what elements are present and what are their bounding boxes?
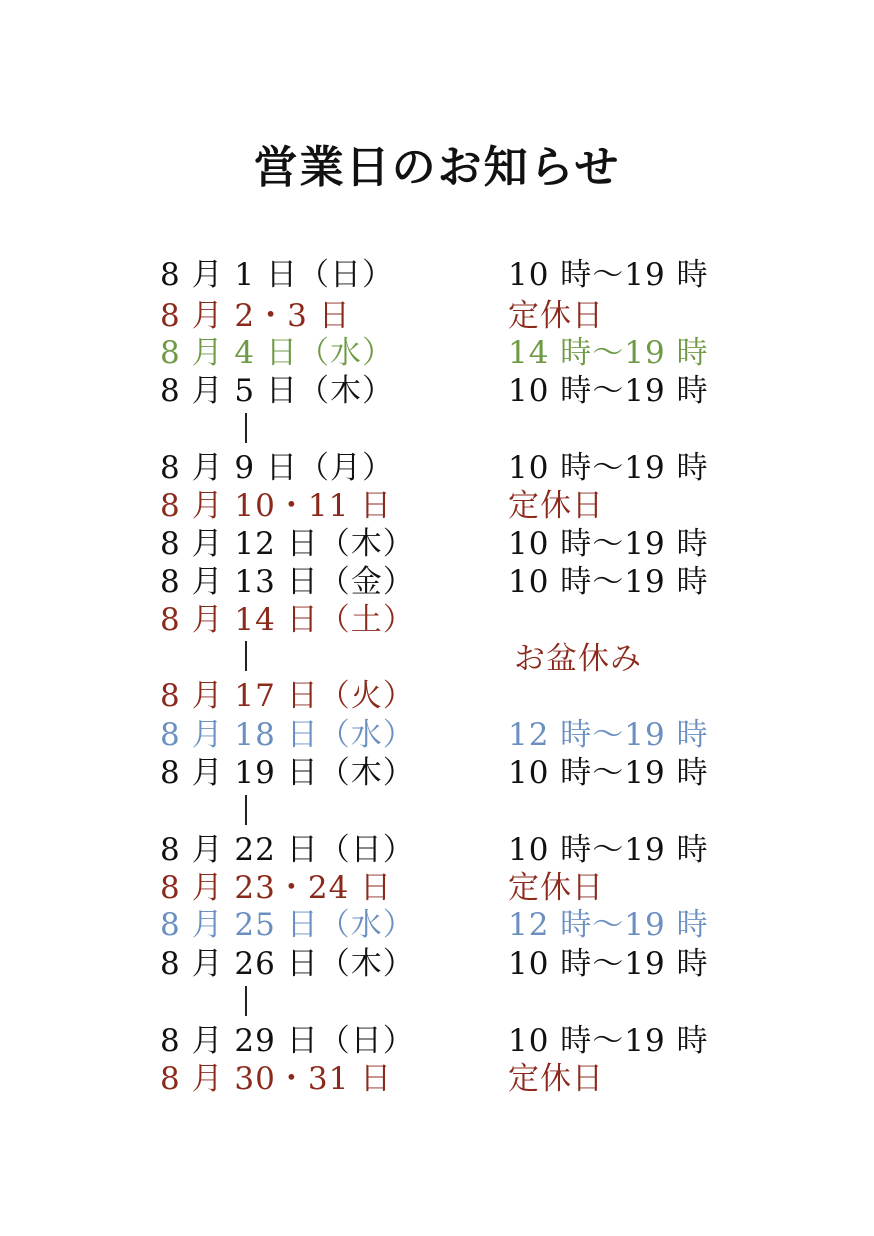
schedule-date: 8 月 2・3 日 [160, 298, 351, 334]
schedule-hours: 10 時〜19 時 [508, 564, 709, 600]
schedule-date: 8 月 30・31 日 [160, 1061, 393, 1097]
schedule-date: 8 月 10・11 日 [160, 488, 393, 524]
range-connector [245, 413, 247, 443]
schedule-date: 8 月 29 日（日） [160, 1023, 415, 1059]
schedule-hours: 10 時〜19 時 [508, 1023, 709, 1059]
schedule-date: 8 月 1 日（日） [160, 257, 395, 293]
schedule-date: 8 月 9 日（月） [160, 450, 395, 486]
schedule-date: 8 月 19 日（木） [160, 755, 415, 791]
schedule-hours: 10 時〜19 時 [508, 450, 709, 486]
schedule-hours: 10 時〜19 時 [508, 946, 709, 982]
schedule-date: 8 月 12 日（木） [160, 526, 415, 562]
schedule-date: 8 月 13 日（金） [160, 564, 415, 600]
page-title: 営業日のお知らせ [253, 142, 621, 193]
range-connector [245, 641, 247, 671]
schedule-hours: 10 時〜19 時 [508, 526, 709, 562]
schedule-hours: 定休日 [508, 488, 604, 524]
range-connector [245, 986, 247, 1016]
schedule-hours: 10 時〜19 時 [508, 832, 709, 868]
schedule-date: 8 月 26 日（木） [160, 946, 415, 982]
schedule-hours: 定休日 [508, 1061, 604, 1097]
schedule-date: 8 月 22 日（日） [160, 832, 415, 868]
schedule-hours: 12 時〜19 時 [508, 907, 709, 943]
schedule-hours: 10 時〜19 時 [508, 257, 709, 293]
schedule-hours: 定休日 [508, 870, 604, 906]
schedule-hours: 定休日 [508, 298, 604, 334]
schedule-date: 8 月 25 日（水） [160, 907, 415, 943]
schedule-hours: 14 時〜19 時 [508, 335, 709, 371]
schedule-date: 8 月 23・24 日 [160, 870, 393, 906]
schedule-hours: 10 時〜19 時 [508, 373, 709, 409]
schedule-date: 8 月 17 日（火） [160, 678, 415, 714]
schedule-date: 8 月 5 日（木） [160, 373, 395, 409]
schedule-date: 8 月 4 日（水） [160, 335, 395, 371]
schedule-date: 8 月 14 日（土） [160, 602, 415, 638]
obon-holiday-label: お盆休み [514, 641, 642, 677]
schedule-date: 8 月 18 日（水） [160, 717, 415, 753]
schedule-hours: 12 時〜19 時 [508, 717, 709, 753]
range-connector [245, 795, 247, 825]
schedule-hours: 10 時〜19 時 [508, 755, 709, 791]
